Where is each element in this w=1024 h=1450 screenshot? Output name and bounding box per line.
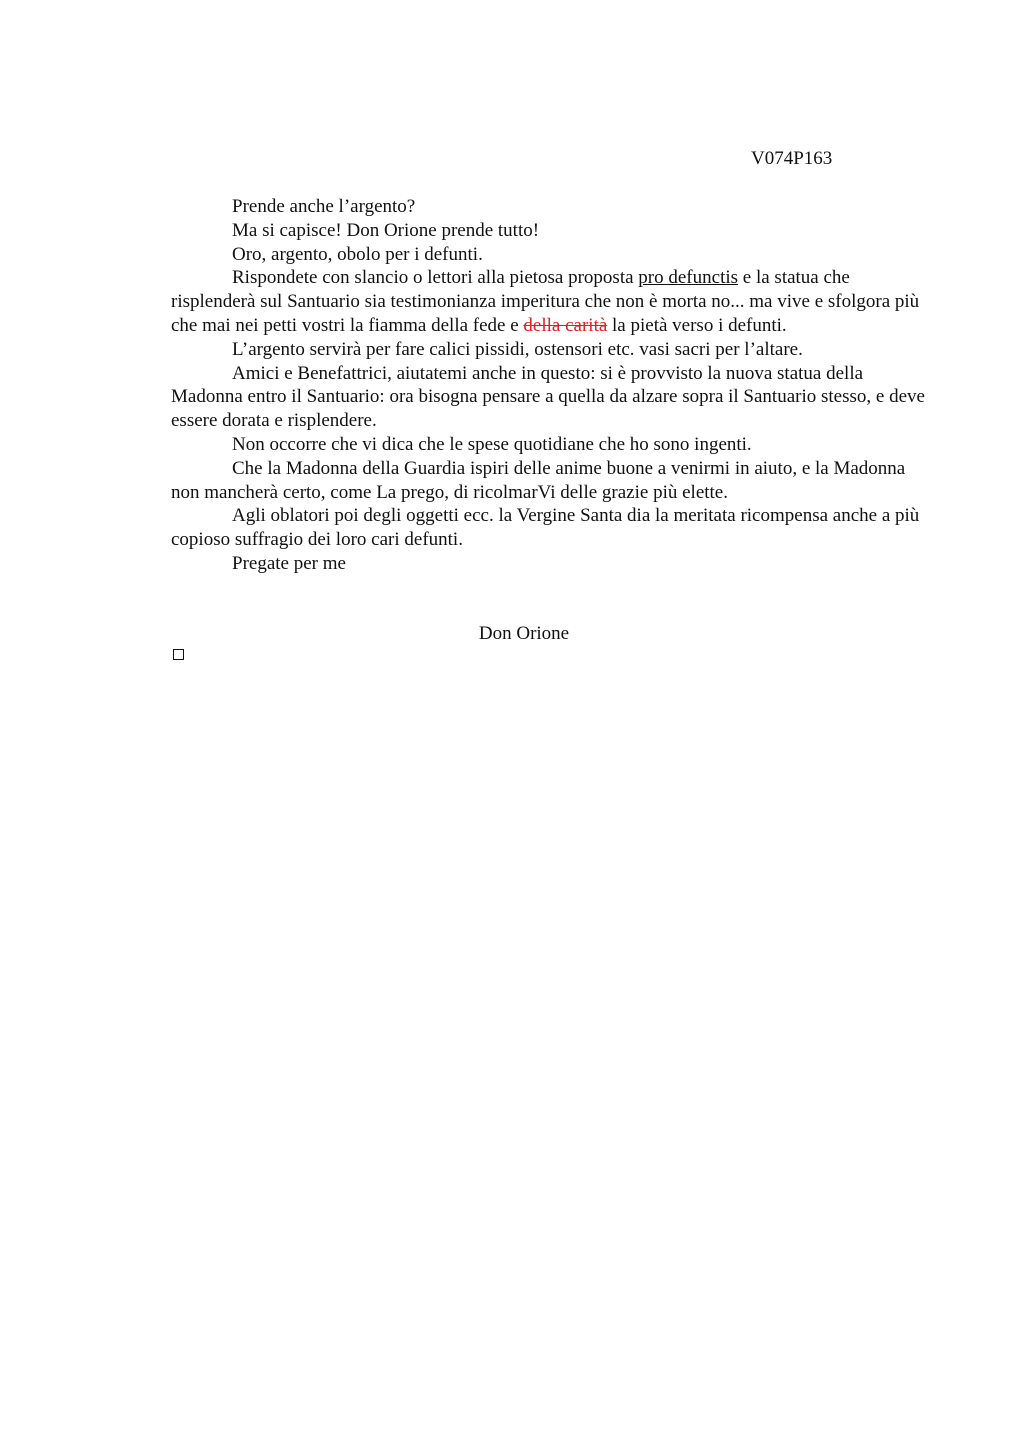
paragraph-4-text-middle: e la statua che risplenderà sul Santuario sia testimonianza imperitura che non è morta no... ma vive e sfolgora più che mai nei petti vostri la fiamma della fede e — [171, 267, 920, 336]
paragraph-6: Amici e Benefattrici, aiutatemi anche in questo: si è provvisto la nuova statua della Madonna entro il Santuario: ora bisogna pensare a quella da alzare sopra il Santuario stesso, e deve essere dorata e risplendere. — [171, 362, 925, 432]
paragraph-7: Non occorre che vi dica che le spese quotidiane che ho sono ingenti. — [232, 433, 752, 455]
paragraph-5: L’argento servirà per fare calici pissidi, ostensori etc. vasi sacri per l’altare. — [232, 338, 803, 360]
checkbox-icon — [173, 649, 184, 660]
paragraph-9: Agli oblatori poi degli oggetti ecc. la Vergine Santa dia la meritata ricompensa anche a più copioso suffragio dei loro cari defunti. — [171, 505, 920, 551]
underlined-phrase: pro defunctis — [638, 267, 739, 289]
struck-phrase: della carità — [523, 314, 608, 336]
paragraph-1: Prende anche l’argento? — [232, 196, 416, 217]
paragraph-8: Che la Madonna della Guardia ispiri delle anime buone a venirmi in aiuto, e la Madonna non mancherà certo, come La prego, di ricolmarVi delle grazie più elette. — [171, 457, 906, 503]
letter-body — [171, 195, 931, 576]
signature: Don Orione — [478, 623, 570, 644]
paragraph-4 — [171, 266, 931, 337]
page-code: V074P163 — [751, 148, 833, 169]
paragraph-4-text-end: la pietà verso i defunti. — [607, 314, 787, 336]
paragraph-2: Ma si capisce! Don Orione prende tutto! — [232, 219, 540, 241]
paragraph-10: Pregate per me — [232, 552, 346, 574]
paragraph-3: Oro, argento, obolo per i defunti. — [232, 243, 483, 265]
paragraph-4-text-start: Rispondete con slancio o lettori alla pietosa proposta — [232, 267, 639, 289]
